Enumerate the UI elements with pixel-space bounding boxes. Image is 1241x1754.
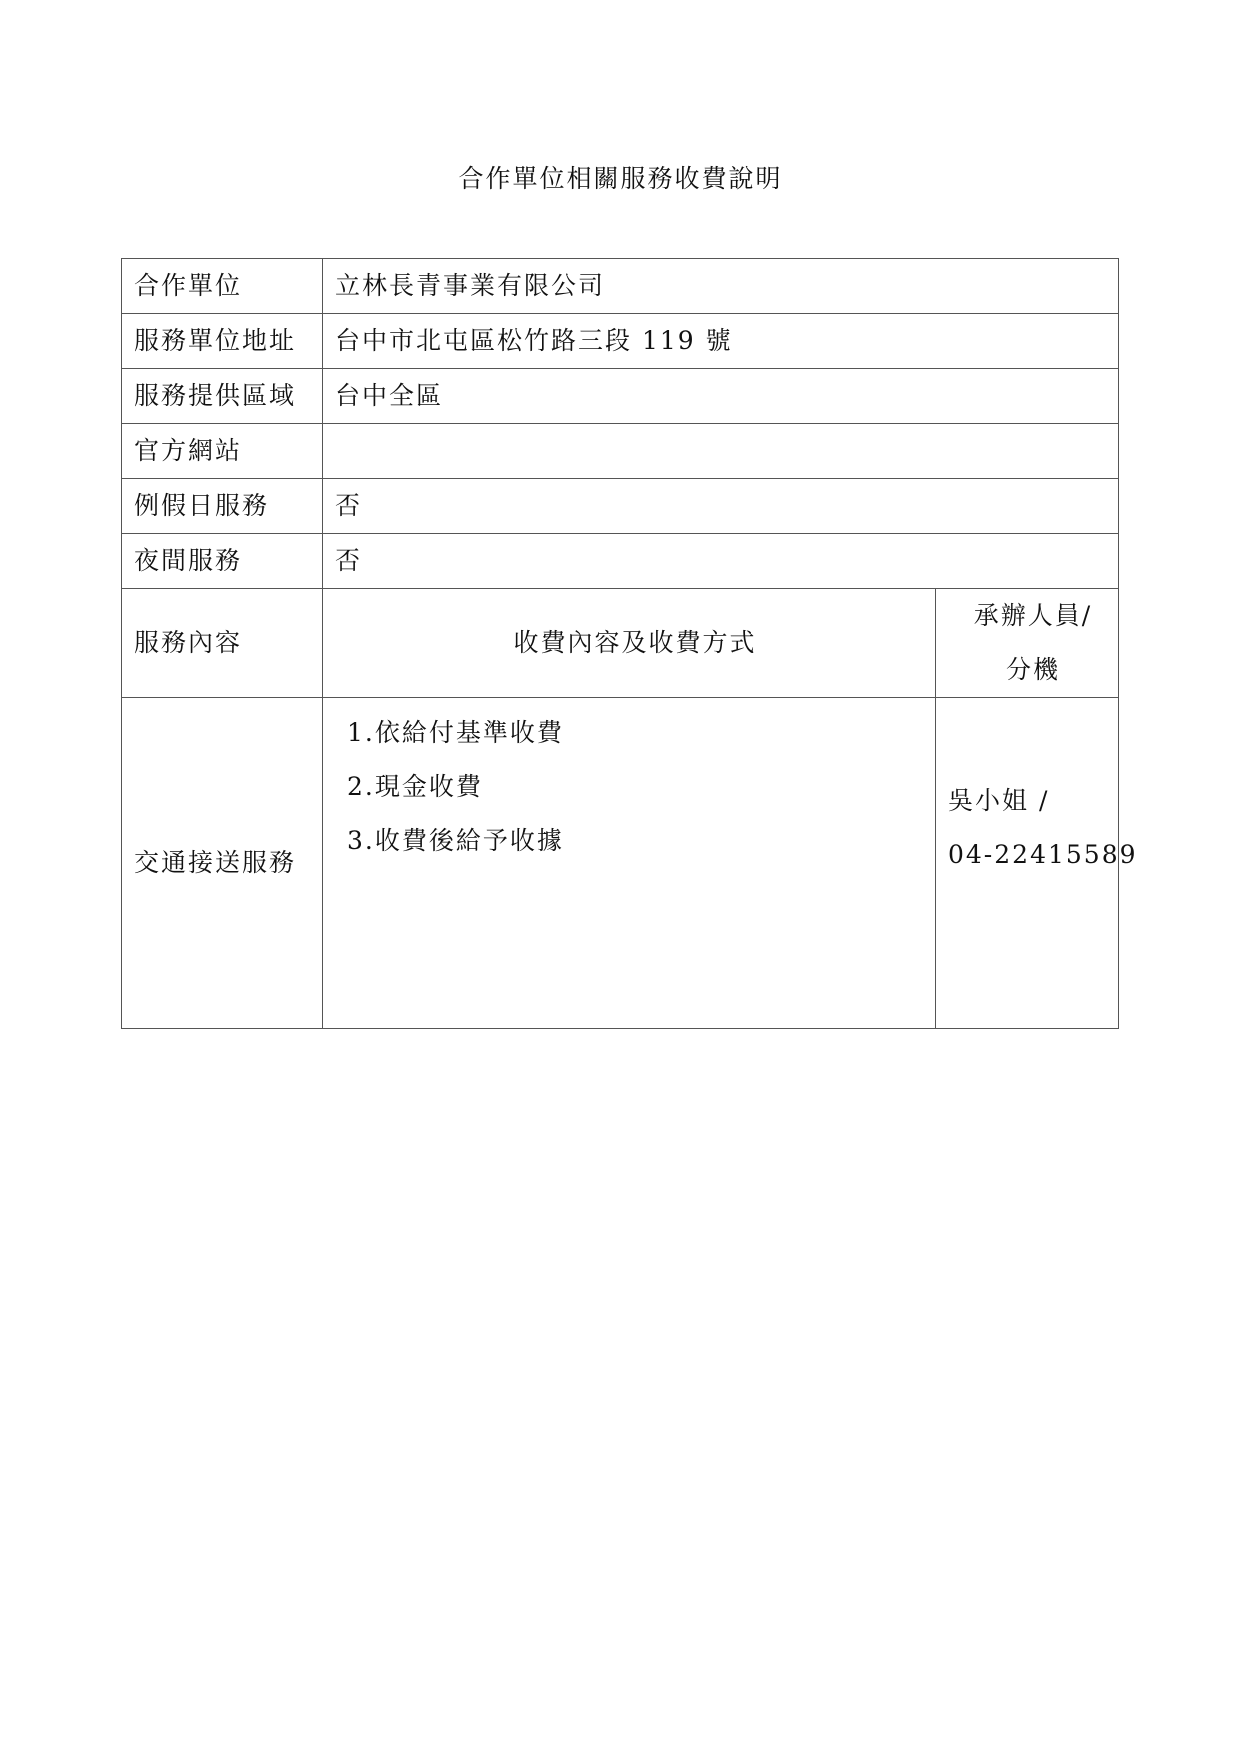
row-label: 服務單位地址 bbox=[122, 314, 323, 369]
row-value: 否 bbox=[323, 534, 1119, 589]
table-row bbox=[122, 479, 1119, 534]
service-name: 交通接送服務 bbox=[122, 698, 323, 1029]
row-label: 夜間服務 bbox=[122, 534, 323, 589]
row-label: 例假日服務 bbox=[122, 479, 323, 534]
service-header-row bbox=[122, 589, 1119, 698]
fee-item: 1.依給付基準收費 bbox=[347, 718, 564, 747]
fee-method-header: 收費內容及收費方式 bbox=[323, 589, 936, 698]
page-title: 合作單位相關服務收費說明 bbox=[458, 164, 783, 193]
table-row bbox=[122, 259, 1119, 314]
contact-header-line2: 分機 bbox=[1006, 655, 1061, 684]
fee-item: 3.收費後給予收據 bbox=[347, 826, 564, 855]
contact-header bbox=[936, 589, 1119, 698]
row-value: 台中全區 bbox=[323, 369, 1119, 424]
service-content-header: 服務內容 bbox=[122, 589, 323, 698]
fee-item: 2.現金收費 bbox=[347, 772, 483, 801]
contact-header-line1: 承辦人員/ bbox=[973, 601, 1093, 630]
table-row bbox=[122, 424, 1119, 479]
fee-items-cell bbox=[323, 698, 936, 1029]
contact-person: 吳小姐 / bbox=[948, 786, 1050, 815]
row-value: 否 bbox=[323, 479, 1119, 534]
row-label: 服務提供區域 bbox=[122, 369, 323, 424]
table-row bbox=[122, 534, 1119, 589]
row-value: 立林長青事業有限公司 bbox=[323, 259, 1119, 314]
service-info-table bbox=[121, 258, 1138, 1029]
row-label: 合作單位 bbox=[122, 259, 323, 314]
contact-phone: 04-22415589 bbox=[948, 840, 1138, 869]
row-label: 官方網站 bbox=[122, 424, 323, 479]
contact-cell bbox=[936, 698, 1138, 1029]
fee-items-list bbox=[347, 706, 564, 868]
row-value bbox=[323, 424, 1119, 479]
table-row bbox=[122, 369, 1119, 424]
row-value: 台中市北屯區松竹路三段 119 號 bbox=[323, 314, 1119, 369]
table-row bbox=[122, 314, 1119, 369]
service-row bbox=[122, 698, 1119, 1029]
